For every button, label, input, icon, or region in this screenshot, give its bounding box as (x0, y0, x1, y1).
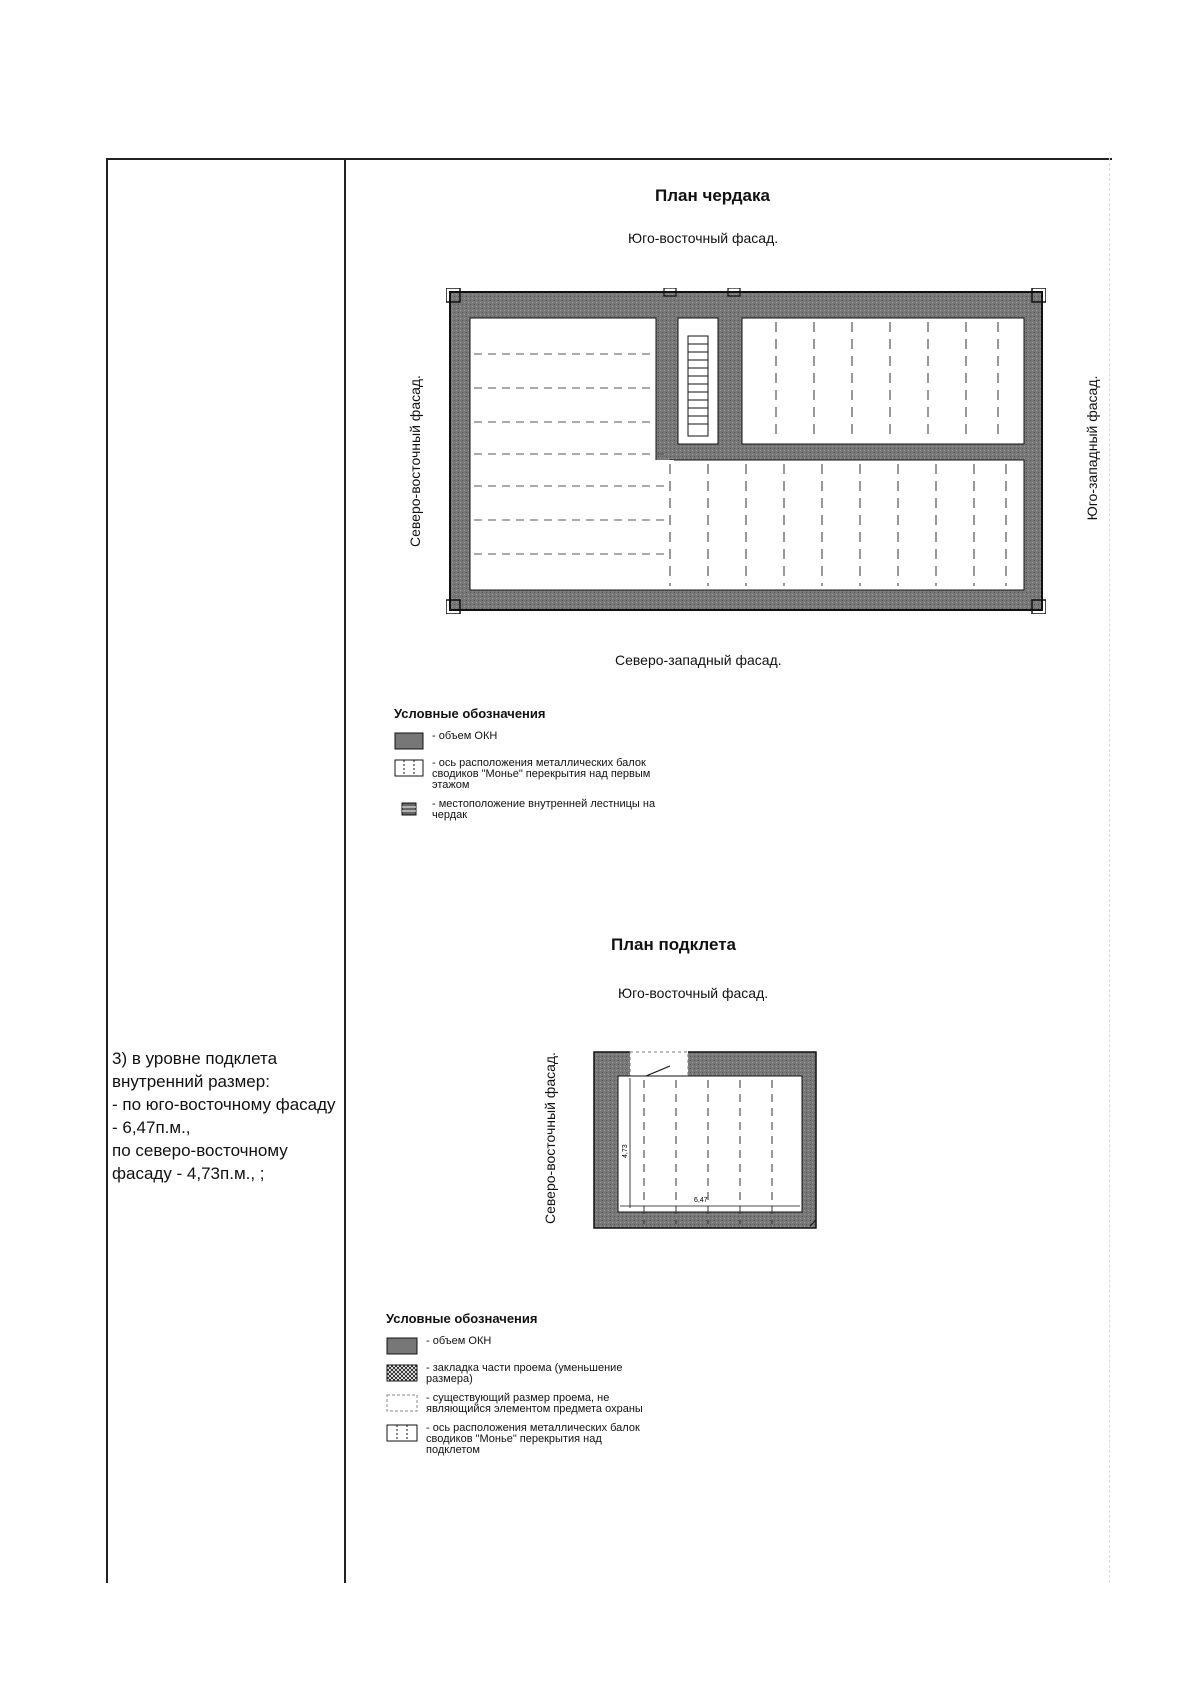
basement-dim-vertical: 4,73 (622, 1144, 629, 1158)
basement-legend (386, 1311, 656, 1464)
dashed-outline-icon (386, 1394, 418, 1412)
basement-legend-item-text: - объем ОКН (426, 1335, 492, 1347)
attic-legend (394, 706, 662, 829)
attic-legend-item (394, 731, 662, 750)
basement-top-facade-label: Юго-восточный фасад. (618, 985, 769, 1001)
attic-left-facade-label: Северо-восточный фасад. (407, 375, 423, 547)
basement-legend-title: Условные обозначения (386, 1311, 538, 1326)
stair-icon (394, 800, 424, 818)
basement-plan-title: План подклета (611, 935, 736, 954)
solid-swatch-icon (394, 732, 424, 750)
basement-legend-item-text: - ось расположения металлических балок сводиков "Монье" перекрытия над подклетом (426, 1422, 640, 1456)
basement-legend-item (386, 1423, 656, 1456)
basement-legend-item (386, 1393, 656, 1415)
beam-axis-icon (394, 759, 424, 777)
table-right-border (1109, 158, 1110, 1583)
stair-icon (688, 336, 708, 436)
basement-room (618, 1076, 802, 1212)
beam-axis-icon (386, 1424, 418, 1442)
basement-legend-item-text: - существующий размер проема, не являющийся элементом предмета охраны (426, 1392, 643, 1415)
basement-dim-horizontal: 6,47 (694, 1197, 708, 1204)
basement-plan-drawing (590, 1048, 830, 1230)
attic-plan-drawing (446, 288, 1046, 614)
basement-legend-item (386, 1336, 656, 1355)
basement-dimension-note: 3) в уровне подклета внутренний размер: - по юго-восточному фасаду - 6,47п.м., по северо-восточному фасаду - 4,73п.м., ; (112, 1049, 336, 1183)
table-column-divider (344, 158, 346, 1583)
attic-legend-item-text: - местоположение внутренней лестницы на чердак (432, 798, 656, 821)
basement-door-opening (630, 1050, 688, 1076)
attic-legend-item (394, 758, 662, 791)
basement-left-facade-label: Северо-восточный фасад. (542, 1052, 558, 1224)
attic-plan-title: План чердака (655, 186, 770, 205)
basement-legend-item (386, 1363, 656, 1385)
basement-legend-item-text: - закладка части проема (уменьшение размера) (426, 1362, 623, 1385)
solid-swatch-icon (386, 1337, 418, 1355)
attic-room-lower-right (670, 460, 1024, 590)
hatched-swatch-icon (386, 1364, 418, 1382)
attic-legend-title: Условные обозначения (394, 706, 546, 721)
attic-legend-item (394, 799, 662, 821)
attic-room-upper-right (742, 318, 1024, 444)
attic-legend-item-text: - ось расположения металлических балок сводиков "Монье" перекрытия над первым этажом (432, 757, 651, 791)
attic-bottom-facade-label: Северо-западный фасад. (615, 652, 782, 668)
table-left-border (106, 158, 108, 1583)
table-top-border (106, 158, 1112, 160)
attic-top-facade-label: Юго-восточный фасад. (628, 230, 779, 246)
attic-right-facade-label: Юго-западный фасад. (1084, 375, 1100, 521)
attic-legend-item-text: - объем ОКН (432, 730, 498, 742)
